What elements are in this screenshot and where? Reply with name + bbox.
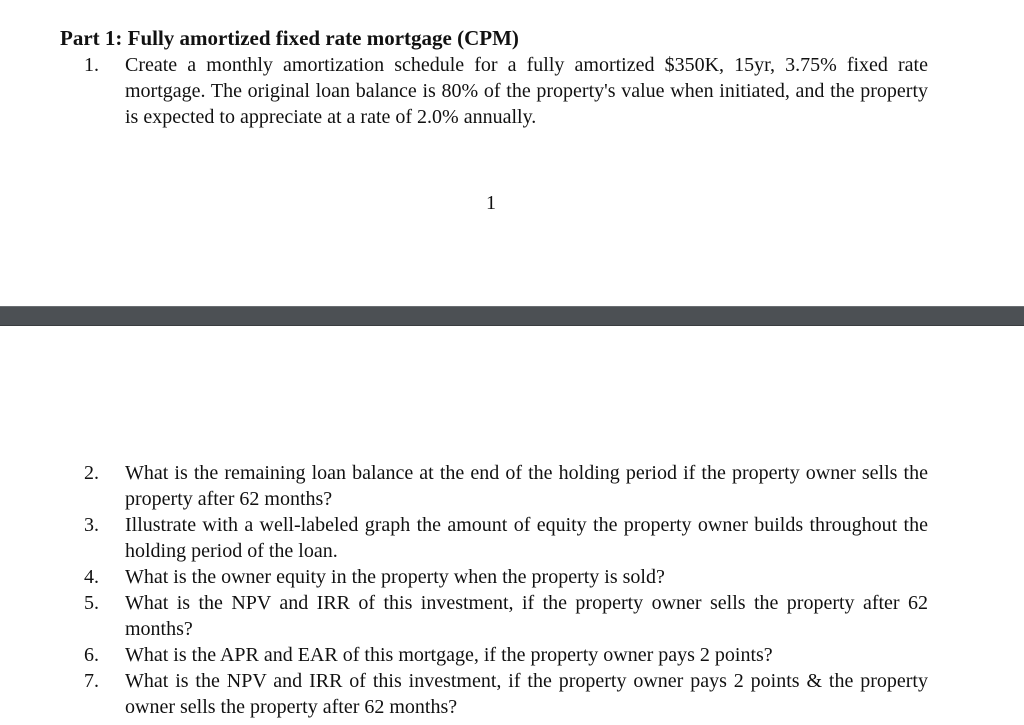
question-6 xyxy=(84,642,928,668)
question-number: 4. xyxy=(84,566,99,588)
page-separator xyxy=(0,306,1024,326)
part-heading: Part 1: Fully amortized fixed rate mortgage (CPM) xyxy=(60,26,519,50)
question-number: 3. xyxy=(84,514,99,536)
question-text: Create a monthly amortization schedule for a fully amortized $350K, 15yr, 3.75% fixed rate mortgage. The original loan balance is 80% of the property's value when initiated, and the property is expected to appreciate at a rate of 2.0% annually. xyxy=(125,54,928,128)
question-2 xyxy=(84,460,928,512)
document-page-2 xyxy=(0,326,1024,725)
question-7 xyxy=(84,668,928,720)
question-number: 2. xyxy=(84,462,99,484)
question-text: What is the NPV and IRR of this investment, if the property owner pays 2 points & the property owner sells the property after 62 months? xyxy=(125,670,928,718)
page-number: 1 xyxy=(486,192,496,214)
question-text: What is the remaining loan balance at the end of the holding period if the property owner sells the property after 62 months? xyxy=(125,462,928,510)
question-number: 7. xyxy=(84,670,99,692)
question-text: What is the NPV and IRR of this investment, if the property owner sells the property after 62 months? xyxy=(125,592,928,640)
question-4 xyxy=(84,564,928,590)
question-1 xyxy=(84,52,928,130)
document-page-1 xyxy=(0,0,1024,306)
question-number: 5. xyxy=(84,592,99,614)
question-3 xyxy=(84,512,928,564)
question-text: Illustrate with a well-labeled graph the amount of equity the property owner builds throughout the holding period of the loan. xyxy=(125,514,928,562)
question-text: What is the owner equity in the property when the property is sold? xyxy=(125,566,665,588)
question-text: What is the APR and EAR of this mortgage, if the property owner pays 2 points? xyxy=(125,644,773,666)
question-number: 1. xyxy=(84,54,99,76)
question-number: 6. xyxy=(84,644,99,666)
question-5 xyxy=(84,590,928,642)
